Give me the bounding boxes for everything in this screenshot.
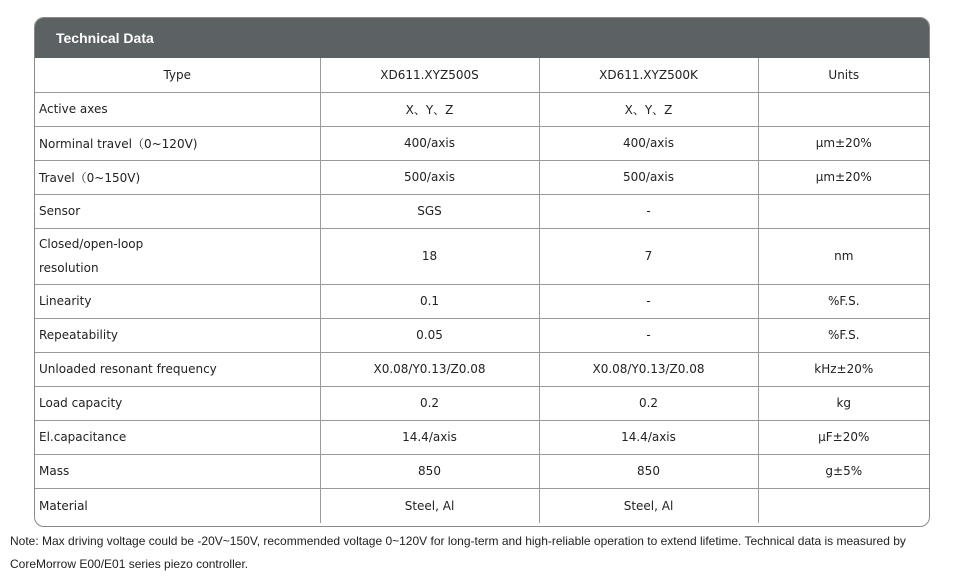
table-cell: 14.4/axis: [320, 420, 539, 454]
table-row: [35, 284, 929, 318]
table-cell: X、Y、Z: [320, 92, 539, 126]
table-cell: g±5%: [758, 454, 929, 488]
column-header: Type: [35, 58, 320, 92]
row-label: Linearity: [35, 284, 320, 318]
row-label: Load capacity: [35, 386, 320, 420]
table-cell: μm±20%: [758, 160, 929, 194]
table-cell: %F.S.: [758, 284, 929, 318]
table-row: [35, 420, 929, 454]
row-label: Unloaded resonant frequency: [35, 352, 320, 386]
table-cell: 0.05: [320, 318, 539, 352]
table-cell: Steel, Al: [539, 488, 758, 523]
table-cell: SGS: [320, 194, 539, 228]
table-row: [35, 126, 929, 160]
table-cell: 400/axis: [320, 126, 539, 160]
row-label: Mass: [35, 454, 320, 488]
table-cell: 500/axis: [539, 160, 758, 194]
table-cell: %F.S.: [758, 318, 929, 352]
column-header: Units: [758, 58, 929, 92]
row-label: Active axes: [35, 92, 320, 126]
table-cell: 14.4/axis: [539, 420, 758, 454]
row-label: Norminal travel（0~120V): [35, 126, 320, 160]
table-cell: [758, 92, 929, 126]
table-cell: kHz±20%: [758, 352, 929, 386]
table-cell: X0.08/Y0.13/Z0.08: [539, 352, 758, 386]
table-cell: kg: [758, 386, 929, 420]
row-label: El.capacitance: [35, 420, 320, 454]
row-label: Sensor: [35, 194, 320, 228]
table-row: [35, 454, 929, 488]
table-row: [35, 92, 929, 126]
table-row: [35, 160, 929, 194]
table-cell: 400/axis: [539, 126, 758, 160]
section-title: Technical Data: [35, 18, 929, 58]
row-label: Repeatability: [35, 318, 320, 352]
table-cell: μF±20%: [758, 420, 929, 454]
spec-table: [35, 58, 929, 523]
column-header: XD611.XYZ500S: [320, 58, 539, 92]
table-row: [35, 488, 929, 523]
table-cell: 500/axis: [320, 160, 539, 194]
table-row: [35, 228, 929, 284]
table-cell: nm: [758, 228, 929, 284]
table-cell: μm±20%: [758, 126, 929, 160]
table-row: [35, 386, 929, 420]
table-row: [35, 352, 929, 386]
table-cell: -: [539, 194, 758, 228]
table-cell: X0.08/Y0.13/Z0.08: [320, 352, 539, 386]
table-cell: 850: [539, 454, 758, 488]
row-label: Material: [35, 488, 320, 523]
table-cell: 0.2: [320, 386, 539, 420]
table-cell: [758, 194, 929, 228]
table-cell: [758, 488, 929, 523]
table-cell: 0.1: [320, 284, 539, 318]
table-cell: X、Y、Z: [539, 92, 758, 126]
row-label: Closed/open-loop resolution: [35, 228, 320, 284]
table-cell: 18: [320, 228, 539, 284]
table-cell: 850: [320, 454, 539, 488]
table-cell: 7: [539, 228, 758, 284]
row-label: Travel（0~150V): [35, 160, 320, 194]
table-row: [35, 194, 929, 228]
table-cell: 0.2: [539, 386, 758, 420]
table-header-row: [35, 58, 929, 92]
table-cell: Steel, Al: [320, 488, 539, 523]
technical-data-card: [34, 17, 930, 527]
table-cell: -: [539, 318, 758, 352]
table-row: [35, 318, 929, 352]
table-cell: -: [539, 284, 758, 318]
footnote: Note: Max driving voltage could be -20V~150V, recommended voltage 0~120V for long-term and high-reliable operation to extend lifetime. Technical data is measured by CoreMorrow E00/E01 series piezo controller.: [10, 534, 906, 571]
column-header: XD611.XYZ500K: [539, 58, 758, 92]
